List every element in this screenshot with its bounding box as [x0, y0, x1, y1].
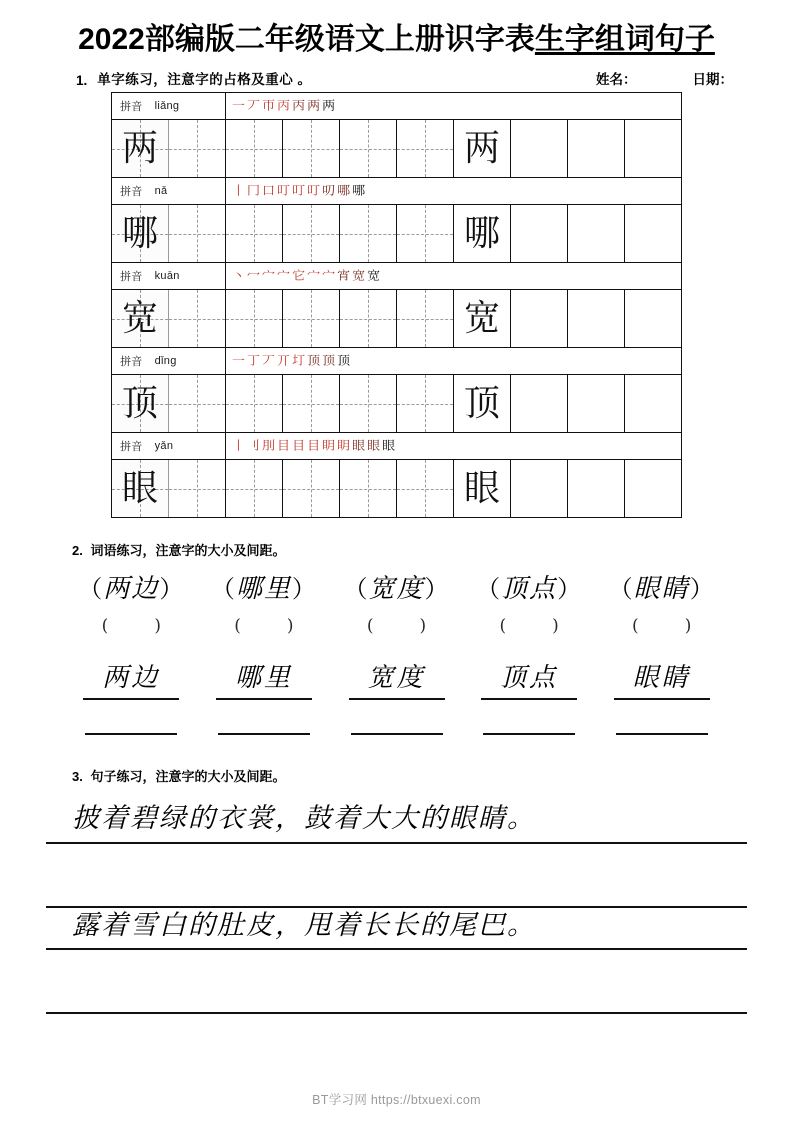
model-sentence: 披着碧绿的衣裳，鼓着大大的眼睛。	[46, 801, 747, 843]
word-text: 宽度	[368, 574, 425, 604]
stroke-order-sequence	[232, 440, 395, 453]
word-text: 眼睛	[614, 662, 710, 701]
pinyin-cell	[112, 433, 226, 459]
character-row	[112, 262, 681, 347]
writing-cell[interactable]	[397, 375, 454, 432]
close-paren: ）	[689, 575, 715, 603]
stroke-step: 顶	[337, 354, 351, 368]
pinyin-cell	[112, 348, 226, 374]
writing-cells-row	[112, 120, 681, 177]
stroke-step: 丌	[277, 354, 291, 368]
section3-number: 3.	[72, 769, 83, 785]
stroke-step: 眀	[337, 439, 351, 453]
pinyin-cell	[112, 178, 226, 204]
writing-line[interactable]	[616, 731, 708, 735]
writing-cell[interactable]	[169, 290, 226, 347]
writing-cells-row	[112, 290, 681, 347]
writing-cell[interactable]	[340, 290, 397, 347]
model-character: 顶	[463, 382, 500, 424]
stroke-step: 宀	[322, 269, 336, 283]
writing-cell[interactable]	[169, 460, 226, 517]
open-paren: （	[608, 575, 634, 603]
stroke-step: 宀	[262, 269, 276, 283]
stroke-step: 两	[307, 99, 321, 113]
writing-cell[interactable]	[568, 290, 625, 347]
section3-header	[0, 766, 793, 785]
writing-cell[interactable]	[226, 205, 283, 262]
stroke-step: 宵	[337, 269, 351, 283]
word-with-parentheses	[335, 573, 458, 606]
word-text: 两边	[83, 662, 179, 701]
stroke-step: 哪	[352, 184, 366, 198]
word-with-parentheses	[468, 573, 591, 606]
writing-cell[interactable]	[283, 375, 340, 432]
character-row	[112, 177, 681, 262]
stroke-step: 叨	[322, 184, 336, 198]
pinyin-stroke-row	[112, 263, 681, 290]
model-character: 宽	[121, 297, 158, 339]
model-character: 眼	[463, 467, 500, 509]
stroke-step: 宀	[277, 269, 291, 283]
close-paren: ）	[159, 575, 185, 603]
word-text: 两边	[103, 574, 160, 604]
stroke-step: 丙	[277, 99, 291, 113]
writing-cell[interactable]	[625, 205, 681, 262]
stroke-step: 眼	[382, 439, 396, 453]
writing-line[interactable]	[351, 731, 443, 735]
model-character: 顶	[121, 382, 158, 424]
stroke-step: 圢	[292, 354, 306, 368]
open-paren: （	[210, 575, 236, 603]
pinyin-stroke-row	[112, 178, 681, 205]
writing-cell[interactable]	[568, 120, 625, 177]
stroke-step: 丆	[262, 354, 276, 368]
stroke-step: 口	[262, 184, 276, 198]
writing-cell[interactable]	[625, 290, 681, 347]
section2-header	[0, 540, 793, 559]
writing-cell[interactable]	[169, 205, 226, 262]
word-text: 顶点	[501, 574, 558, 604]
stroke-step: 宽	[367, 269, 381, 283]
character-practice-grid	[111, 92, 682, 518]
stroke-step: 丆	[247, 99, 261, 113]
blank-sentence-line[interactable]	[46, 978, 747, 1014]
close-paren: )	[552, 615, 559, 636]
model-character: 两	[463, 127, 500, 169]
blank-word-line[interactable]	[600, 722, 723, 740]
underlined-word	[203, 662, 326, 701]
model-character: 两	[121, 127, 158, 169]
writing-cell[interactable]	[340, 120, 397, 177]
stroke-step: 叮	[277, 184, 291, 198]
close-paren: )	[419, 615, 427, 636]
stroke-order-sequence	[232, 355, 350, 368]
writing-cell[interactable]	[511, 205, 568, 262]
blank-parentheses-row	[0, 616, 793, 636]
character-row	[112, 347, 681, 432]
stroke-order-cell	[226, 178, 681, 204]
model-character: 哪	[463, 212, 500, 254]
empty-parentheses-slot[interactable]	[203, 616, 326, 636]
stroke-step: 冂	[247, 184, 261, 198]
footer-watermark: BT学习网 https://btxuexi.com	[312, 1093, 481, 1107]
section1-number: 1.	[76, 73, 88, 88]
writing-cell[interactable]	[454, 290, 511, 347]
stroke-step: 刖	[262, 439, 276, 453]
word-with-parentheses	[600, 573, 723, 606]
stroke-order-cell	[226, 263, 681, 289]
stroke-step: 丨	[232, 439, 246, 453]
stroke-step: 目	[292, 439, 306, 453]
writing-cell[interactable]	[397, 205, 454, 262]
stroke-step: 刂	[247, 439, 261, 453]
writing-cell[interactable]	[283, 205, 340, 262]
underlined-word	[468, 662, 591, 701]
writing-cell[interactable]	[112, 460, 169, 517]
stroke-step: 叮	[307, 184, 321, 198]
blank-word-lines-row	[0, 722, 793, 740]
writing-cell[interactable]	[625, 460, 681, 517]
stroke-step: 两	[322, 99, 336, 113]
model-character: 眼	[121, 467, 158, 509]
section3-instruction: 句子练习，注意字的大小及间距。	[90, 769, 286, 785]
blank-word-line[interactable]	[335, 722, 458, 740]
stroke-step: 丁	[247, 354, 261, 368]
pinyin-value: yǎn	[154, 440, 174, 452]
empty-parentheses-slot[interactable]	[468, 616, 591, 636]
writing-cell[interactable]	[568, 460, 625, 517]
writing-cell[interactable]	[568, 205, 625, 262]
underlined-word	[600, 662, 723, 701]
word-text: 宽度	[349, 662, 445, 701]
writing-cells-row	[112, 460, 681, 517]
writing-cell[interactable]	[511, 375, 568, 432]
blank-word-line[interactable]	[468, 722, 591, 740]
pinyin-stroke-row	[112, 93, 681, 120]
date-field-label: 日期：	[692, 72, 733, 87]
word-with-parentheses	[203, 573, 326, 606]
close-paren: ）	[557, 575, 583, 603]
name-field-label: 姓名：	[596, 72, 637, 87]
stroke-step: 一	[232, 99, 246, 113]
stroke-order-sequence	[232, 185, 365, 198]
writing-cell[interactable]	[340, 205, 397, 262]
pinyin-stroke-row	[112, 348, 681, 375]
blank-word-line[interactable]	[203, 722, 326, 740]
character-row	[112, 93, 681, 177]
model-sentence: 露着雪白的肚皮，甩着长长的尾巴。	[46, 908, 747, 950]
close-paren: )	[286, 615, 294, 636]
writing-cell[interactable]	[511, 120, 568, 177]
writing-cell[interactable]	[226, 375, 283, 432]
stroke-step: 宽	[352, 269, 366, 283]
word-text: 眼睛	[633, 574, 690, 604]
stroke-step: 宀	[307, 269, 321, 283]
section2-instruction: 词语练习，注意字的大小及间距。	[90, 543, 286, 558]
writing-cell[interactable]	[454, 205, 511, 262]
writing-cells-row	[112, 375, 681, 432]
close-paren: )	[684, 615, 692, 636]
close-paren: )	[154, 615, 161, 636]
stroke-order-cell	[226, 433, 681, 459]
writing-cell[interactable]	[340, 375, 397, 432]
writing-cell[interactable]	[397, 290, 454, 347]
open-paren: (	[632, 615, 639, 636]
underlined-word-row	[0, 662, 793, 701]
pinyin-label: 拼音	[120, 356, 143, 368]
pinyin-cell	[112, 93, 226, 119]
writing-cell[interactable]	[340, 460, 397, 517]
writing-cell[interactable]	[226, 460, 283, 517]
writing-cell[interactable]	[283, 120, 340, 177]
stroke-step: 丙	[292, 99, 306, 113]
writing-cell[interactable]	[625, 120, 681, 177]
stroke-order-cell	[226, 93, 681, 119]
pinyin-value: nǎ	[154, 185, 168, 197]
close-paren: ）	[291, 575, 317, 603]
open-paren: (	[366, 615, 374, 636]
word-text: 哪里	[235, 574, 292, 604]
pinyin-cell	[112, 263, 226, 289]
stroke-step: 它	[292, 269, 306, 283]
word-text: 哪里	[216, 662, 312, 701]
writing-cell[interactable]	[283, 460, 340, 517]
page-title-underlined: 生字组词句子	[534, 23, 715, 56]
page-title-main: 2022部编版二年级语文上册识字表	[78, 23, 535, 56]
stroke-step: 叮	[292, 184, 306, 198]
underlined-word	[335, 662, 458, 701]
empty-parentheses-slot[interactable]	[70, 616, 193, 636]
writing-cell[interactable]	[568, 375, 625, 432]
writing-cell[interactable]	[112, 290, 169, 347]
stroke-step: 一	[232, 354, 246, 368]
stroke-order-sequence	[232, 100, 335, 113]
page-title	[0, 14, 793, 58]
writing-cell[interactable]	[112, 375, 169, 432]
pinyin-value: kuān	[154, 270, 180, 282]
model-character: 宽	[463, 297, 500, 339]
writing-cell[interactable]	[511, 460, 568, 517]
writing-line[interactable]	[218, 731, 310, 735]
writing-cell[interactable]	[454, 120, 511, 177]
stroke-step: 哪	[337, 184, 351, 198]
section2-number: 2.	[72, 543, 83, 558]
stroke-step: 眼	[367, 439, 381, 453]
stroke-order-sequence	[232, 270, 380, 283]
writing-cell[interactable]	[454, 460, 511, 517]
character-row	[112, 432, 681, 517]
stroke-step: 眀	[322, 439, 336, 453]
writing-line[interactable]	[85, 731, 177, 735]
writing-line[interactable]	[483, 731, 575, 735]
empty-parentheses-slot[interactable]	[335, 616, 458, 636]
word-list-row	[0, 573, 793, 606]
stroke-step: 目	[277, 439, 291, 453]
stroke-step: 顶	[322, 354, 336, 368]
section1-header	[0, 68, 793, 88]
stroke-step: 丨	[232, 184, 246, 198]
stroke-step: 顶	[307, 354, 321, 368]
writing-cell[interactable]	[454, 375, 511, 432]
open-paren: （	[343, 575, 369, 603]
writing-cell[interactable]	[112, 205, 169, 262]
writing-cell[interactable]	[169, 120, 226, 177]
sentence-practice-block	[0, 801, 793, 1014]
writing-cell[interactable]	[511, 290, 568, 347]
writing-cell[interactable]	[397, 460, 454, 517]
stroke-step: 帀	[262, 99, 276, 113]
pinyin-value: liǎng	[154, 100, 180, 112]
pinyin-value: dǐng	[154, 355, 177, 367]
open-paren: （	[78, 575, 104, 603]
stroke-step: 眼	[352, 439, 366, 453]
pinyin-label: 拼音	[120, 101, 143, 113]
open-paren: (	[499, 615, 507, 636]
open-paren: (	[234, 615, 241, 636]
stroke-step: 目	[307, 439, 321, 453]
word-text: 顶点	[481, 662, 577, 701]
model-character: 哪	[121, 212, 158, 254]
writing-cell[interactable]	[397, 120, 454, 177]
stroke-step: 丶	[232, 269, 246, 283]
blank-word-line[interactable]	[70, 722, 193, 740]
pinyin-label: 拼音	[120, 186, 143, 198]
word-with-parentheses	[70, 573, 193, 606]
writing-cell[interactable]	[625, 375, 681, 432]
pinyin-stroke-row	[112, 433, 681, 460]
stroke-step: 冖	[247, 269, 261, 283]
writing-cell[interactable]	[226, 120, 283, 177]
blank-sentence-line[interactable]	[46, 872, 747, 908]
open-paren: (	[101, 615, 109, 636]
writing-cell[interactable]	[283, 290, 340, 347]
section1-instruction: 单字练习，注意字的占格及重心 。	[97, 72, 312, 87]
writing-cell[interactable]	[169, 375, 226, 432]
pinyin-label: 拼音	[120, 441, 143, 453]
open-paren: （	[476, 575, 502, 603]
writing-cell[interactable]	[226, 290, 283, 347]
writing-cells-row	[112, 205, 681, 262]
writing-cell[interactable]	[112, 120, 169, 177]
stroke-order-cell	[226, 348, 681, 374]
close-paren: ）	[424, 575, 450, 603]
pinyin-label: 拼音	[120, 271, 143, 283]
worksheet-page	[0, 14, 793, 1136]
empty-parentheses-slot[interactable]	[600, 616, 723, 636]
underlined-word	[70, 662, 193, 701]
